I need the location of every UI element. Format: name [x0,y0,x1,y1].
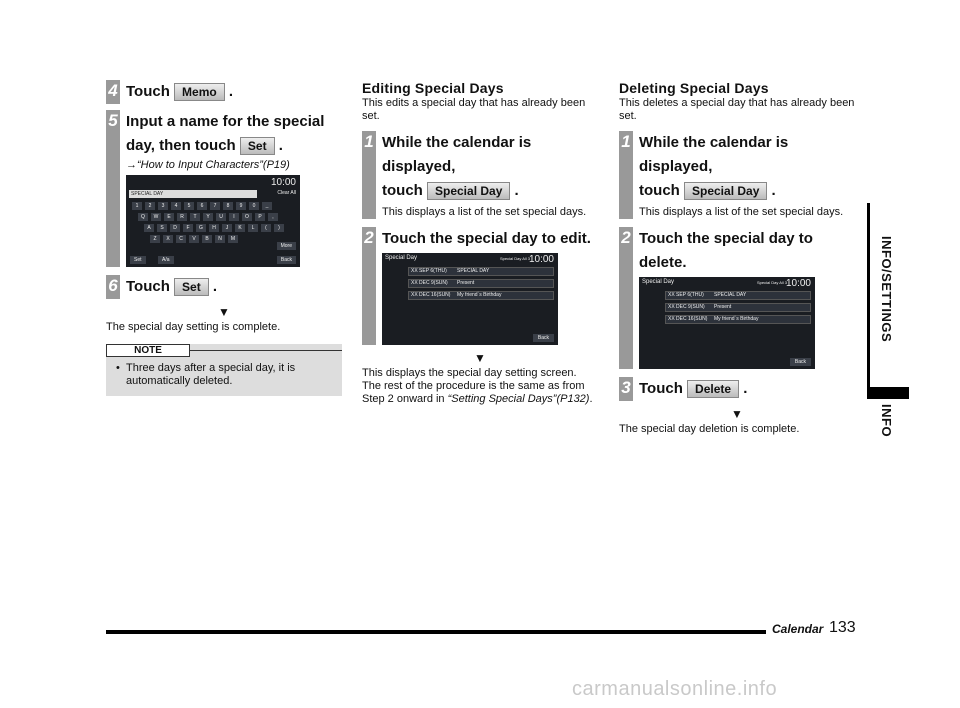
step-text-end: . [208,278,218,295]
key-row-4 [150,235,238,243]
item-name: SPECIAL DAY [714,292,747,298]
down-arrow-icon: ▼ [731,407,743,421]
step-number: 4 [108,81,118,100]
step-title-line1: Input a name for the special [126,113,325,130]
after-text [362,367,598,406]
keyboard-key: K [235,224,245,232]
down-arrow-icon: ▼ [474,351,486,365]
clock: 10:00 [785,278,811,289]
clock: 10:00 [528,254,554,265]
step-3 [619,377,855,401]
item-date: XX SEP 6(THU) [668,292,704,298]
after-text-end: . [589,393,593,405]
step-bar [106,110,120,267]
step-title [126,80,342,104]
step-title [639,377,855,401]
keyboard-key: ) [274,224,284,232]
item-date: XX DEC 9(SUN) [411,280,448,286]
special-day-button-label: Special Day [427,182,510,200]
section-description: This edits a special day that has already been set. [362,97,586,122]
special-day-item [665,303,811,312]
keyboard-key: 2 [145,202,155,210]
step-description: This displays a list of the set special days. [639,206,844,218]
item-name: SPECIAL DAY [457,268,490,274]
side-tab-bar [867,203,870,387]
keyboard-key: E [164,213,174,221]
item-date: XX DEC 16(SUN) [668,316,708,322]
item-name: My friend`s Birthday [714,316,759,322]
step-number: 1 [364,132,374,151]
note-divider [190,350,342,351]
keyboard-key: 3 [158,202,168,210]
item-name: Present [457,280,475,286]
step-title-line2 [126,134,342,158]
clear-all-key: Clear All [277,190,296,196]
reference-link: “Setting Special Days”(P132) [447,393,590,405]
keyboard-key: V [189,235,199,243]
special-day-item [665,291,811,300]
special-day-list-screenshot [382,253,558,345]
key-row-2 [138,213,278,221]
keyboard-key: C [176,235,186,243]
special-day-item [665,315,811,324]
step-1 [362,131,598,219]
keyboard-key: Q [138,213,148,221]
keyboard-key: J [222,224,232,232]
section-title: Deleting Special Days [619,80,769,96]
step-text: touch [382,182,427,199]
step-title-line1: While the calendar is displayed, [639,134,789,175]
step-title [126,275,342,299]
back-key: Back [277,256,296,264]
keyboard-key: U [216,213,226,221]
key-row-1 [132,202,272,210]
keyboard-key: 4 [171,202,181,210]
keyboard-key: O [242,213,252,221]
step-number: 2 [364,228,374,247]
special-day-button-label: Special Day [684,182,767,200]
note-tag: NOTE [106,344,190,357]
set-button-label: Set [240,137,275,155]
step-text-end: . [274,137,283,154]
keyboard-key: A [144,224,154,232]
back-key: Back [790,358,811,366]
keyboard-key: L [248,224,258,232]
special-day-item [408,279,554,288]
case-key: A/a [158,256,174,264]
step-title: Touch the special day to edit. [382,230,591,247]
keyboard-key: F [183,224,193,232]
step-title-line2 [639,179,855,203]
keyboard-key: N [215,235,225,243]
clock: 10:00 [270,177,296,188]
special-day-item [408,267,554,276]
keyboard-key: , [268,213,278,221]
step-5 [106,110,342,267]
step-6 [106,275,342,299]
step-text-end: . [767,182,776,199]
set-button-label: Set [174,278,209,296]
keyboard-key: 1 [132,202,142,210]
step-text-end: . [510,182,519,199]
item-date: XX DEC 16(SUN) [411,292,451,298]
step-title-line1: While the calendar is displayed, [382,134,532,175]
step-2 [619,227,855,369]
keyboard-key: G [196,224,206,232]
keyboard-key: S [157,224,167,232]
keyboard-key: P [255,213,265,221]
screen-header: Special Day [385,255,418,261]
step-number: 5 [108,111,118,130]
keyboard-key: Y [203,213,213,221]
step-number: 2 [621,228,631,247]
reference-link: →“How to Input Characters”(P19) [126,159,290,171]
step-text: Touch [639,380,688,397]
page-number: 133 [829,619,856,636]
step-number: 3 [621,378,631,397]
keyboard-key: Z [150,235,160,243]
keyboard-key: D [170,224,180,232]
item-name: My friend`s Birthday [457,292,502,298]
step-number: 1 [621,132,631,151]
step-number: 6 [108,276,118,295]
step-text: day, then touch [126,137,240,154]
section-title: Editing Special Days [362,80,504,96]
keyboard-key: 7 [210,202,220,210]
step-4 [106,80,342,104]
keyboard-key: 8 [223,202,233,210]
side-tab-block [867,387,909,399]
step-title: Touch the special day to delete. [639,230,813,271]
screen-subheader: Special Day All 3 [756,280,787,285]
step-text: Touch [126,278,175,295]
key-row-3 [144,224,284,232]
keyboard-key: ( [261,224,271,232]
step-text: Touch [126,83,175,100]
keyboard-key: X [163,235,173,243]
memo-button-label: Memo [174,83,225,101]
item-name: Present [714,304,732,310]
note-item: • Three days after a special day, it is automatically deleted. [112,362,336,388]
keyboard-key: H [209,224,219,232]
keyboard-key: 6 [197,202,207,210]
completion-text: The special day setting is complete. [106,321,281,333]
side-label-info: INFO [879,404,894,438]
keyboard-key: 9 [236,202,246,210]
step-description: This displays a list of the set special days. [382,206,587,218]
watermark: carmanualsonline.info [572,678,778,700]
section-description: This deletes a special day that has already been set. [619,97,855,122]
step-1 [619,131,855,219]
set-key: Set [130,256,146,264]
column-2 [362,80,598,406]
step-title-line2 [382,179,598,203]
text-field: SPECIAL DAY [129,190,257,198]
footer-section-title: Calendar [772,622,824,636]
keyboard-key: T [190,213,200,221]
column-1 [106,80,342,396]
special-day-list-screenshot [639,277,815,369]
keyboard-key: R [177,213,187,221]
special-day-item [408,291,554,300]
keyboard-screenshot [126,175,300,267]
screen-subheader: Special Day All 3 [499,256,530,261]
note-box [106,344,342,396]
step-text-end: . [224,83,234,100]
step-text: touch [639,182,684,199]
completion-text: The special day deletion is complete. [619,423,800,435]
item-date: XX DEC 9(SUN) [668,304,705,310]
delete-button-label: Delete [687,380,739,398]
column-3 [619,80,855,436]
keyboard-key: W [151,213,161,221]
footer-rule [106,630,766,634]
back-key: Back [533,334,554,342]
keyboard-key: 5 [184,202,194,210]
keyboard-key: 0 [249,202,259,210]
keyboard-key: _ [262,202,272,210]
down-arrow-icon: ▼ [218,305,230,319]
after-text-body: This displays the special day setting screen. The rest of the procedure is the same as from Step 2 onward in [362,367,585,405]
step-2 [362,227,598,345]
keyboard-key: I [229,213,239,221]
step-text-end: . [739,380,748,397]
more-key: More [277,242,296,250]
item-date: XX SEP 6(THU) [411,268,447,274]
keyboard-key: B [202,235,212,243]
screen-header: Special Day [642,279,675,285]
keyboard-key: M [228,235,238,243]
side-label-info-settings: INFO/SETTINGS [879,236,894,343]
